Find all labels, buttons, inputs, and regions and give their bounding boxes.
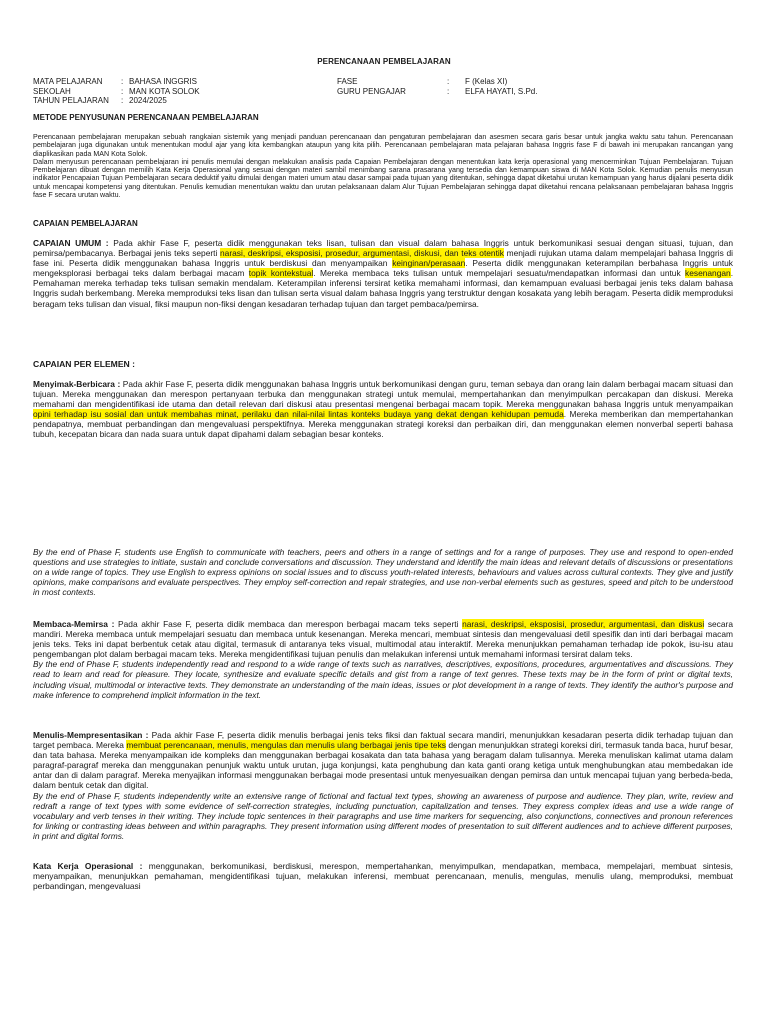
paragraph-text: Pada akhir Fase F, peserta didik menulis berbagai jenis teks fiksi dan faktual secara mandiri, menunjukkan kesadaran peserta didik terhadap tujuan dan target pembaca. Mereka bbox=[33, 730, 733, 751]
menyimak-berbicara-english: By the end of Phase F, students use English to communicate with teachers, peers and others in a range of settings and for a range of purposes. They use and respond to open-ended questions and use strategies to initiate, sustain and conclude conversations and discussion. They understand and identify the main ideas and relevant details of discussions or presentations on a wide range of topics. They use English to express opinions on social issues and to discuss youth-related interests, behaviours and values across cultural contexts. They give and justify opinions, make comparisons and evaluate perspectives. They employ self-correction and repair strategies, and use non-verbal elements such as gestures, speed and pitch to be understood in most contexts. bbox=[33, 547, 733, 598]
meta-value: ELFA HAYATI, S.Pd. bbox=[465, 86, 538, 96]
section-heading-elemen: CAPAIAN PER ELEMEN : bbox=[33, 359, 136, 369]
paragraph-text: Pada akhir Fase F, peserta didik menggunakan teks lisan, tulisan dan visual dalam bahasa Inggris untuk berkomunikasi sesuai dengan situasi, tujuan, dan pemirsa/pembacanya. Berbagai jenis teks seperti bbox=[33, 238, 733, 259]
menyimak-berbicara-paragraph bbox=[33, 379, 733, 440]
paragraph-text: . Pemahaman mereka terhadap teks tulisan semakin mendalam. Keterampilan inferensi tersirat ketika memahami informasi, dan kemampuan evaluasi berbagai jenis teks dalam bahasa Inggris sudah berkembang. Mereka memproduksi teks lisan dan tulisan serta visual dalam bahasa Inggris yang terstruktur dengan kosakata yang lebih beragam. Peserta didik memproduksi beragam teks tulisan dan visual, fiksi maupun non-fiksi dengan kesadaran terhadap tujuan dan target pembaca/pemirsa. bbox=[33, 268, 734, 309]
metode-text-1: Perencanaan pembelajaran merupakan sebuah rangkaian sistemik yang menjadi panduan perencanaan dan pengaturan pembelajaran dan asesmen secara garis besar untuk jangka waktu satu tahun. Perencanaan pembelajaran juga digunakan untuk menentukan modul ajar yang kita kembangkan ataupun yang kita pilih. Perencanaan pembelajaran mata pelajaran bahasa Inggris fase F di bawah ini merupakan rancangan yang diaplikasikan pada MAN Kota Solok. bbox=[33, 133, 733, 158]
metode-paragraph bbox=[33, 133, 733, 199]
paragraph-text: . Mereka memberikan dan mempertahankan pendapatnya, membuat perbandingan dan mengevaluasi perspektifnya. Mereka menggunakan strategi koreksi dan perbaikan diri, dan menggunakan elemen nonverbal seperti bahasa tubuh, kecepatan bicara dan nada suara untuk dapat dipahami dalam sebagian besar konteks. bbox=[33, 409, 734, 440]
meta-value: F (Kelas XI) bbox=[465, 77, 508, 86]
highlighted-text: topik kontekstual bbox=[248, 268, 314, 279]
highlighted-text: narasi, deskripsi, eksposisi, prosedur, argumentasi, dan diskusi bbox=[462, 619, 705, 629]
capaian-umum-label: CAPAIAN UMUM : bbox=[33, 238, 109, 248]
meta-colon: : bbox=[447, 77, 450, 86]
meta-colon: : bbox=[121, 86, 124, 96]
meta-row bbox=[33, 96, 733, 106]
highlighted-text: opini terhadap isu sosial dan untuk membahas minat, perilaku dan nilai-nilai lintas konteks budaya yang dekat dengan kehidupan pemuda bbox=[33, 409, 564, 420]
meta-row bbox=[33, 77, 733, 87]
meta-value: BAHASA INGGRIS bbox=[129, 77, 198, 86]
meta-value: 2024/2025 bbox=[129, 96, 167, 105]
meta-key: GURU PENGAJAR bbox=[337, 86, 406, 96]
paragraph-text: Pada akhir Fase F, peserta didik menggunakan bahasa Inggris untuk berkomunikasi dengan guru, teman sebaya dan orang lain dalam berbagai macam situasi dan tujuan. Mereka menggunakan dan merespon pertanyaan terbuka dan menggunakan strategi untuk memulai, mempertahankan dan menyimpulkan percakapan dan diskusi. Mereka memahami dan mengidentifikasi ide utama dan detail relevan dari diskusi atau presentasi mengenai berbagai macam topik. Mereka menggunakan bahasa Inggris untuk menyampaikan bbox=[33, 379, 733, 410]
membaca-memirsa-english: By the end of Phase F, students independently read and respond to a wide range of texts such as narratives, descriptives, expositions, procedures, argumentatives and discussions. They read to learn and read for pleasure. They locate, synthesize and evaluate specific details and gist from a range of text genres. These texts may be in the form of print or digital texts, including visual, multimodal or interactive texts. They demonstrate an understanding of the main ideas, issues or plot development in a range of texts. They identify the author's purpose and make inference to comprehend implicit information in the text. bbox=[33, 659, 733, 700]
meta-colon: : bbox=[121, 96, 124, 105]
menulis-mempresentasikan-label: Menulis-Mempresentasikan : bbox=[33, 730, 149, 740]
paragraph-text: menjadi rujukan utama dalam mempelajari bahasa Inggris di fase ini. Peserta didik menggunakan bahasa Inggris untuk berdiskusi dan menyampaikan bbox=[33, 248, 733, 269]
section-heading-metode: METODE PENYUSUNAN PERENCANAAN PEMBELAJARAN bbox=[33, 113, 259, 122]
paragraph-text: . Peserta didik menggunakan keterampilan berbahasa Inggris untuk mengeksplorasi berbagai teks dalam berbagai macam bbox=[33, 258, 733, 279]
metadata-block bbox=[33, 77, 733, 106]
meta-value: MAN KOTA SOLOK bbox=[129, 86, 200, 96]
paragraph-text: secara mandiri. Mereka membaca untuk mempelajari sesuatu dan membaca untuk kesenangan. Mereka mencari, membuat sintesis dan mengevaluasi detil spesifik dan inti dari berbagai macam jenis teks. Teks ini dapat berbentuk cetak atau digital, termasuk di antaranya teks visual, multimodal atau interaktif. Mereka menunjukkan pemahaman terhadap ide pokok, isu-isu atau pengembangan plot dalam berbagai macam teks. Mereka mengidentifikasi tujuan penulis dan melakukan inferensi untuk memahami informasi tersirat dalam teks. bbox=[33, 619, 733, 660]
menulis-mempresentasikan-paragraph bbox=[33, 730, 733, 841]
meta-colon: : bbox=[447, 86, 450, 96]
paragraph-text: dengan menunjukkan strategi koreksi diri, termasuk tanda baca, huruf besar, dan tata bahasa. Mereka menyampaikan ide kompleks dan menggunakan berbagai kosakata dan tata bahasa yang beragam dalam tulisannya. Mereka menuliskan kalimat utama dalam paragraf-paragraf mereka dan menggunakan penunjuk waktu untuk urutan, juga konjungsi, kata penghubung dan kata ganti orang ketiga untuk menghubungkan atau membedakan ide antar dan di dalam paragraf. Mereka menyajikan informasi menggunakan berbagai mode presentasi untuk menyesuaikan dengan pemirsa dan untuk mencapai tujuan yang berbeda-beda, dalam bentuk cetak dan digital. bbox=[33, 740, 733, 791]
section-heading-capaian: CAPAIAN PEMBELAJARAN bbox=[33, 219, 138, 228]
capaian-umum-paragraph bbox=[33, 238, 733, 309]
menyimak-berbicara-label: Menyimak-Berbicara : bbox=[33, 379, 121, 389]
highlighted-text: narasi, deskripsi, eksposisi, prosedur, argumentasi, diskusi, dan teks otentik bbox=[220, 248, 504, 259]
highlighted-text: keinginan/perasaan bbox=[392, 258, 466, 269]
paragraph-text: menggunakan, berkomunikasi, berdiskusi, merespon, mempertahankan, menyimpulkan, mendapatkan, membaca, mempelajari, membuat sintesis, menyampaikan, menunjukkan pemahaman, mengidentifikasi tujuan, melakukan inferensi, membuat perencanaan, menulis, mengulas, menulis ulang, memproduksi, membuat perbandingan, mengevaluasi bbox=[33, 861, 733, 892]
menulis-mempresentasikan-english: By the end of Phase F, students independently write an extensive range of fictional and factual text types, showing an awareness of purpose and audience. They plan, write, review and redraft a range of text types with some evidence of self-correction strategies, including punctuation, capitalization and tenses. They express complex ideas and use a wide range of vocabulary and verb tenses in their writing. They include topic sentences in their paragraphs and use time markers for sequencing, also conjunctions, connectives and pronoun references for linking or contrasting ideas between and within paragraphs. They present information using different modes of presentation to suit different audiences and to achieve different purposes, in print and digital forms. bbox=[33, 790, 733, 841]
meta-key: SEKOLAH bbox=[33, 86, 71, 96]
meta-colon: : bbox=[121, 77, 124, 86]
paragraph-text: Pada akhir Fase F, peserta didik membaca dan merespon berbagai macam teks seperti bbox=[114, 619, 463, 629]
page-title: PERENCANAAN PEMBELAJARAN bbox=[317, 57, 451, 66]
kata-kerja-operasional-label: Kata Kerja Operasional : bbox=[33, 861, 143, 871]
meta-key: MATA PELAJARAN bbox=[33, 77, 103, 86]
kata-kerja-operasional-paragraph bbox=[33, 861, 733, 891]
highlighted-text: kesenangan bbox=[685, 268, 731, 279]
metode-text-2: Dalam menyusun perencanaan pembelajaran ini penulis memulai dengan melakukan analisis pada Capaian Pembelajaran dengan menentukan kata kerja operasional yang mencerminkan Tujuan Pembelajaran. Tujuan Pembelajaran dibuat dengan memilih Kata Kerja Operasional yang sesuai dengan materi sambil menimbang sarana prasarana yang tersedia dan kemampuan siswa di MAN Kota Solok. Kemudian penulis menyusun indikator Pencapaian Tujuan Pembelajaran secara deduktif yaitu dimulai dengan materi umum atau dasar sampai pada tujuan yang ditentukan, sehingga dapat diketahui urutan kemampuan yang harus dijalani peserta didik untuk mencapai kompetensi yang ditentukan. Penulis kemudian menentukan waktu dan urutan pelaksanaan dalam Alur Tujuan Pembelajaran sehingga dapat diketahui rencana pelaksanaan pembelajaran bahasa Inggris fase F secara urutan waktu. bbox=[33, 157, 733, 200]
highlighted-text: membuat perencanaan, menulis, mengulas dan menulis ulang berbagai jenis tipe teks bbox=[126, 740, 446, 751]
membaca-memirsa-label: Membaca-Memirsa : bbox=[33, 619, 115, 629]
meta-key: FASE bbox=[337, 77, 358, 86]
membaca-memirsa-paragraph bbox=[33, 619, 733, 700]
meta-row bbox=[33, 87, 733, 97]
meta-key: TAHUN PELAJARAN bbox=[33, 96, 109, 105]
paragraph-text: . Mereka membaca teks tulisan untuk mempelajari sesuatu/mendapatkan informasi dan untuk bbox=[313, 268, 686, 279]
